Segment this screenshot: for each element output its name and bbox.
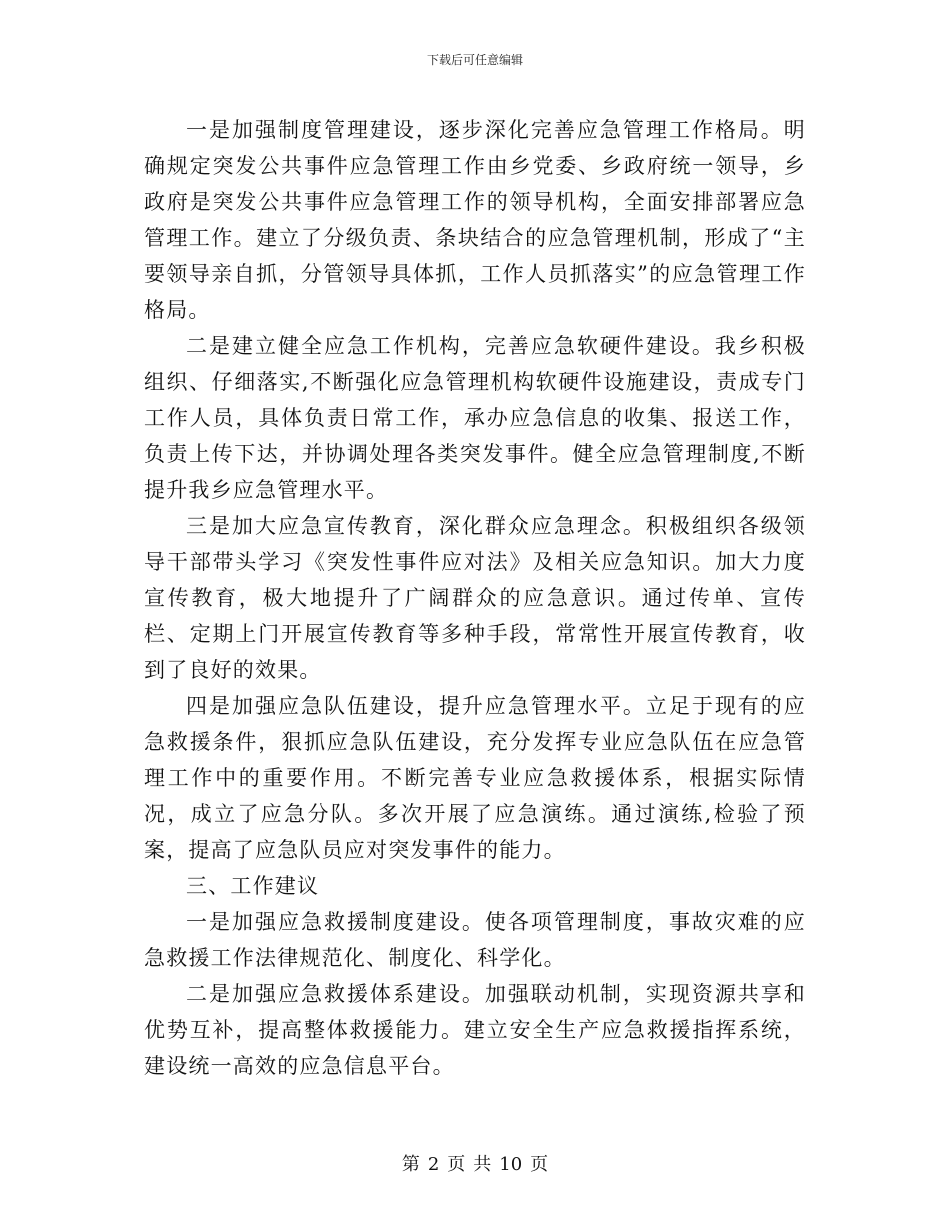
footer-page-label: 页 <box>447 1154 466 1175</box>
total-pages-number: 10 <box>499 1154 523 1175</box>
paragraph-5: 一是加强应急救援制度建设。使各项管理制度，事故灾难的应急救援工作法律规范化、制度化、科学化。 <box>144 910 806 970</box>
paragraph-2: 二是建立健全应急工作机构，完善应急软硬件建设。我乡积极组织、仔细落实,不断强化应急管理机构软硬件设施建设，责成专门工作人员，具体负责日常工作，承办应急信息的收集、报送工作，负责上传下达，并协调处理各类突发事件。健全应急管理制度,不断提升我乡应急管理水平。 <box>144 334 806 502</box>
footer-suffix: 页 <box>530 1154 549 1175</box>
footer-prefix: 第 <box>401 1154 420 1175</box>
paragraph-1: 一是加强制度管理建设，逐步深化完善应急管理工作格局。明确规定突发公共事件应急管理工作由乡党委、乡政府统一领导，乡政府是突发公共事件应急管理工作的领导机构，全面安排部署应急管理工作。建立了分级负责、条块结合的应急管理机制，形成了“主要领导亲自抓，分管领导具体抓，工作人员抓落实”的应急管理工作格局。 <box>144 118 806 322</box>
page-footer <box>0 1153 950 1177</box>
footer-total-label: 共 <box>473 1154 492 1175</box>
paragraph-4: 四是加强应急队伍建设，提升应急管理水平。立足于现有的应急救援条件，狠抓应急队伍建设，充分发挥专业应急队伍在应急管理工作中的重要作用。不断完善专业应急救援体系，根据实际情况，成立了应急分队。多次开展了应急演练。通过演练,检验了预案，提高了应急队员应对突发事件的能力。 <box>144 694 806 862</box>
section-heading: 三、工作建议 <box>186 874 320 898</box>
document-body <box>144 112 806 1084</box>
paragraph-3: 三是加大应急宣传教育，深化群众应急理念。积极组织各级领导干部带头学习《突发性事件应对法》及相关应急知识。加大力度宣传教育，极大地提升了广阔群众的应急意识。通过传单、宣传栏、定期上门开展宣传教育等多种手段，常常性开展宣传教育，收到了良好的效果。 <box>144 514 806 682</box>
paragraph-6: 二是加强应急救援体系建设。加强联动机制，实现资源共享和优势互补，提高整体救援能力。建立安全生产应急救援指挥系统，建设统一高效的应急信息平台。 <box>144 982 806 1078</box>
page-header: 下载后可任意编辑 <box>426 53 523 67</box>
current-page-number: 2 <box>427 1154 440 1175</box>
